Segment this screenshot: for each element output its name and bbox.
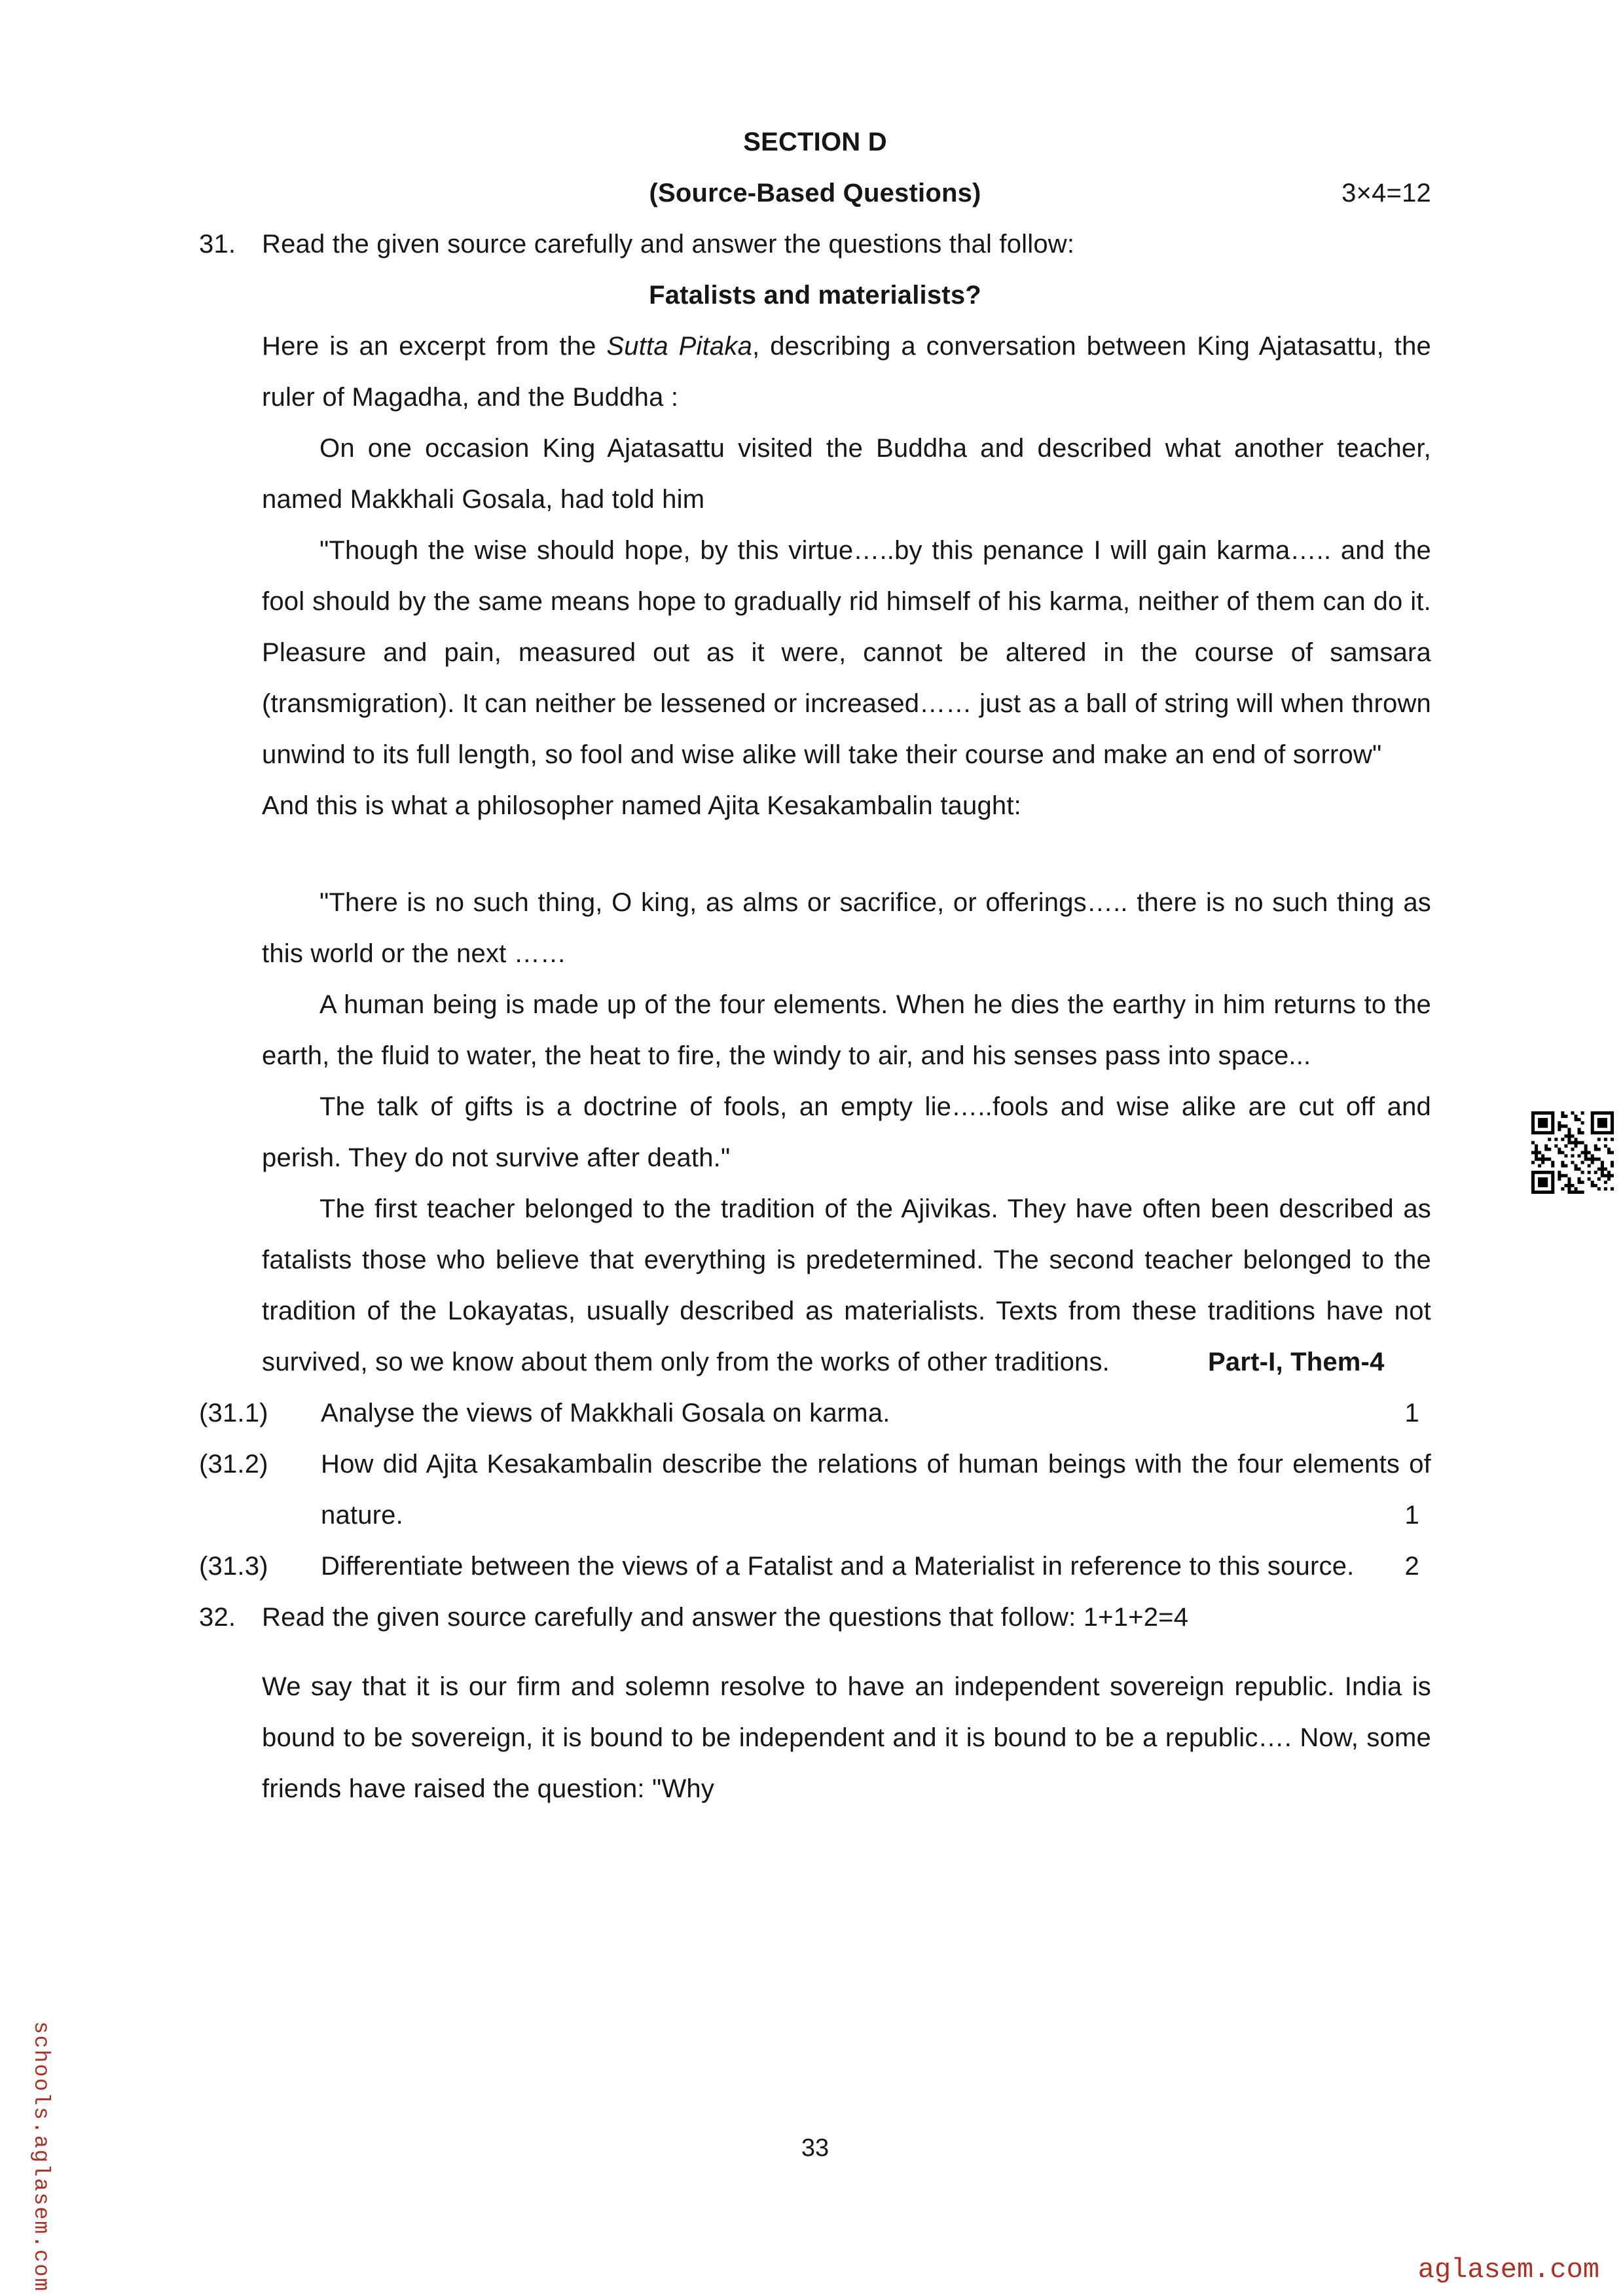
- question-32: [199, 1592, 1431, 1814]
- paragraph-text: The first teacher belonged to the tradition of the Ajivikas. They have often been described as fatalists those who believe that everything is predetermined. The second teacher belonged to the tradition of the Lokayatas, usually described as materialists. Texts from these traditions have not survived, so we know about them only from the works of other traditions.: [262, 1194, 1431, 1376]
- bottom-right-watermark: aglasem.com: [1417, 2254, 1599, 2286]
- question-32-intro: Read the given source carefully and answer the questions that follow: 1+1+2=4: [262, 1603, 1189, 1632]
- subquestion-text: Analyse the views of Makkhali Gosala on karma.: [321, 1399, 890, 1427]
- question-32-body: [262, 1592, 1431, 1814]
- subquestion-text: How did Ajita Kesakambalin describe the relations of human beings with the four elements of nature.: [321, 1450, 1431, 1530]
- source-paragraph-7: The talk of gifts is a doctrine of fools, an empty lie…..fools and wise alike are cut off and perish. They do not survive after death.": [262, 1092, 1431, 1172]
- question-32-source-paragraph: We say that it is our firm and solemn resolve to have an independent sovereign republic. India is bound to be sovereign, it is bound to be independent and it is bound to be a republic…. Now, some friends have raised the question: "Why: [262, 1672, 1431, 1803]
- source-title: Fatalists and materialists?: [649, 281, 981, 310]
- source-paragraph-8: [262, 1183, 1431, 1388]
- question-31-number: 31.: [199, 230, 236, 259]
- paragraph-text: Here is an excerpt from the: [262, 332, 607, 361]
- section-subtitle: (Source-Based Questions): [649, 179, 981, 207]
- section-subtitle-row: [199, 168, 1431, 219]
- subquestion-number: (31.2): [199, 1450, 268, 1479]
- section-title: SECTION D: [743, 128, 887, 156]
- part-theme-tag: Part-I, Them-4: [1208, 1348, 1385, 1376]
- subquestion-number: (31.1): [199, 1399, 268, 1427]
- left-watermark: schools.aglasem.com: [29, 2020, 53, 2292]
- paragraph-text: , describing a conversation between King Ajatasattu, the ruler of Magadha, and the Buddha :: [262, 332, 1431, 412]
- question-32-number: 32.: [199, 1603, 236, 1632]
- subquestion-31-3: [199, 1541, 1431, 1592]
- source-paragraph-1: [262, 321, 1431, 423]
- subquestion-marks: 2: [1404, 1552, 1419, 1581]
- page-number: 33: [801, 2134, 830, 2162]
- source-paragraph-6: A human being is made up of the four elements. When he dies the earthy in him returns to the earth, the fluid to water, the heat to fire, the windy to air, and his senses pass into space...: [262, 990, 1431, 1070]
- section-marks: 3×4=12: [1341, 179, 1431, 207]
- source-paragraph-2: On one occasion King Ajatasattu visited the Buddha and described what another teacher, named Makkhali Gosala, had told him: [262, 434, 1431, 514]
- question-31: [199, 219, 1431, 1388]
- subquestion-text-block: [321, 1439, 1431, 1541]
- subquestion-31-1: [199, 1388, 1431, 1439]
- subquestion-31-2: [199, 1439, 1431, 1541]
- subquestion-text: Differentiate between the views of a Fatalist and a Materialist in reference to this source.: [321, 1552, 1355, 1581]
- subquestion-text-block: [321, 1388, 1431, 1439]
- source-paragraph-3: "Though the wise should hope, by this virtue…..by this penance I will gain karma….. and the fool should by the same means hope to gradually rid himself of his karma, neither of them can do it. Pleasure and pain, measured out as it were, cannot be altered in the course of samsara (transmigration). It can neither be lessened or increased…… just as a ball of string will when thrown unwind to its full length, so fool and wise alike will take their course and make an end of sorrow": [262, 536, 1431, 769]
- source-paragraph-4: And this is what a philosopher named Ajita Kesakambalin taught:: [262, 791, 1021, 820]
- subquestion-marks: 1: [1404, 1501, 1419, 1530]
- exam-content: [199, 117, 1431, 1814]
- question-31-intro: Read the given source carefully and answer the questions thal follow:: [262, 230, 1075, 259]
- source-paragraph-5: "There is no such thing, O king, as alms or sacrifice, or offerings….. there is no such thing as this world or the next ……: [262, 888, 1431, 968]
- subquestion-number: (31.3): [199, 1552, 268, 1581]
- italic-book-title: Sutta Pitaka: [606, 332, 753, 361]
- subquestion-marks: 1: [1404, 1399, 1419, 1427]
- subquestion-text-block: [321, 1541, 1431, 1592]
- qr-code: [1531, 1111, 1614, 1194]
- question-31-body: [262, 219, 1431, 1388]
